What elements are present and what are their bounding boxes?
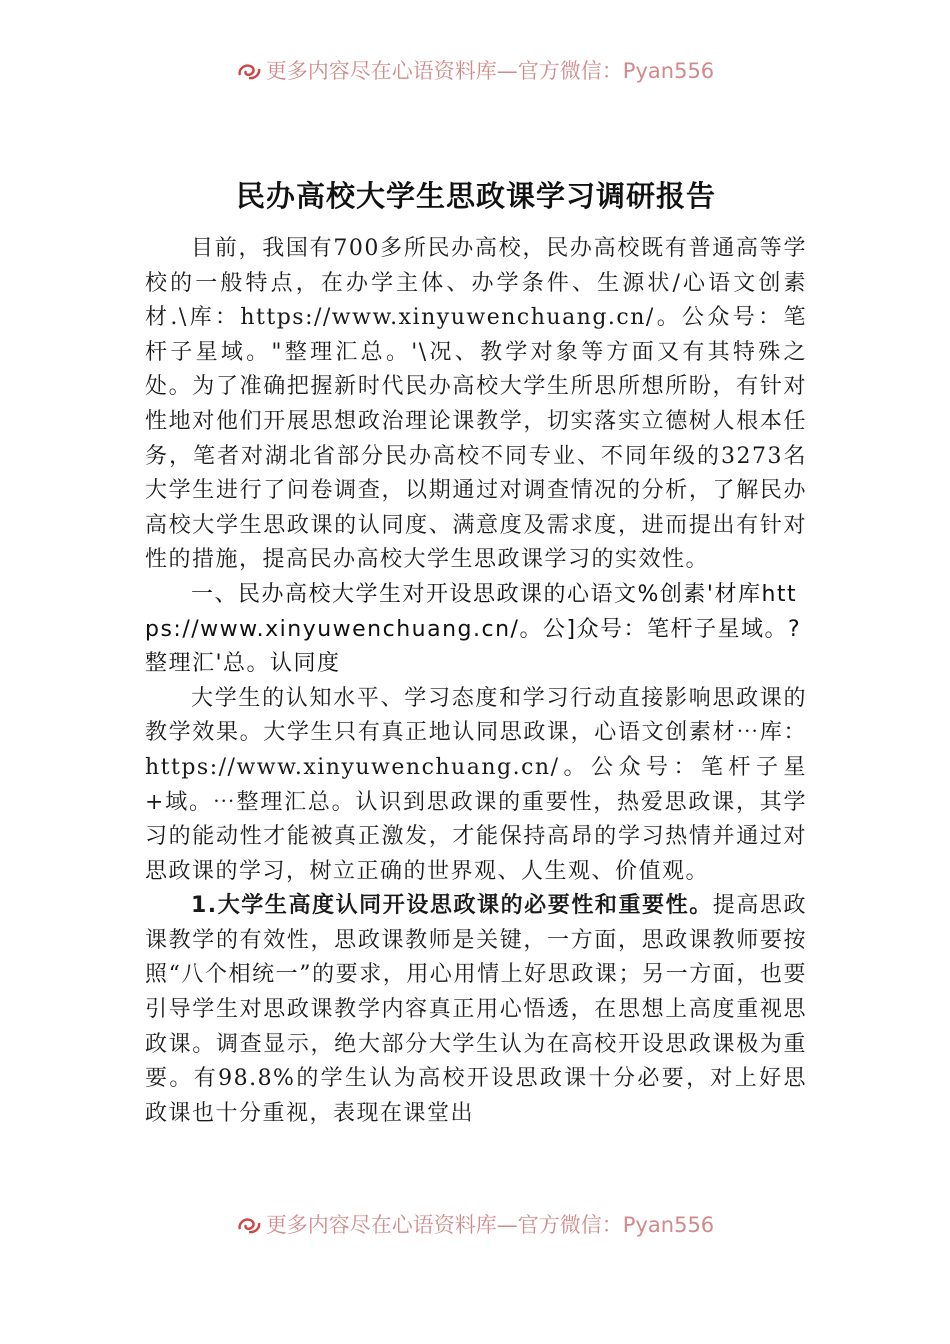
watermark-text: 更多内容尽在心语资料库—官方微信：Pyan556 — [265, 1213, 715, 1237]
intro-paragraph: 目前，我国有700多所民办高校，民办高校既有普通高等学校的一般特点，在办学主体、办学条件、生源状/心语文创素材.\库：https://www.xinyuwenchuang.cn/。公众号：笔杆子星域。"整理汇总。'\况、教学对象等方面又有其特殊之处。为了准确把握新时代民办高校大学生所思所想所盼，有针对性地对他们开展思想政治理论课教学，切实落实立德树人根本任务，笔者对湖北省部分民办高校不同专业、不同年级的3273名大学生进行了问卷调查，以期通过对调查情况的分析，了解民办高校大学生思政课的认同度、满意度及需求度，进而提出有针对性的措施，提高民办高校大学生思政课学习的实效性。 — [145, 236, 807, 573]
document-title: 民办高校大学生思政课学习调研报告 — [235, 179, 716, 213]
document-page — [145, 170, 807, 1215]
point-1-paragraph — [145, 889, 807, 1131]
logo-icon — [236, 1215, 262, 1235]
footer-watermark — [0, 1212, 950, 1238]
header-watermark — [0, 58, 950, 84]
watermark-text: 更多内容尽在心语资料库—官方微信：Pyan556 — [265, 59, 715, 83]
point-1-lead: 1.大学生高度认同开设思政课的必要性和重要性。 — [191, 893, 713, 919]
section-heading-1: 一、民办高校大学生对开设思政课的心语文%创素'材库https://www.xinyuwenchuang.cn/。公]众号：笔杆子星域。?整理汇'总。认同度 — [145, 581, 802, 677]
logo-icon — [236, 61, 262, 81]
section-1-paragraph: 大学生的认知水平、学习态度和学习行动直接影响思政课的教学效果。大学生只有真正地认同思政课，心语文创素材⋯库：https://www.xinyuwenchuang.cn/。公众号：笔杆子星+域。⋯整理汇总。认识到思政课的重要性，热爱思政课，其学习的能动性才能被真正激发，才能保持高昂的学习热情并通过对思政课的学习，树立正确的世界观、人生观、价值观。 — [145, 685, 807, 884]
point-1-body: 提高思政课教学的有效性，思政课教师是关键，一方面，思政课教师要按照“八个相统一”的要求，用心用情上好思政课；另一方面，也要引导学生对思政课教学内容真正用心悟透，在思想上高度重视思政课。调查显示，绝大部分大学生认为在高校开设思政课极为重要。有98.8%的学生认为高校开设思政课十分必要，对上好思政课也十分重视，表现在课堂出 — [145, 893, 807, 1126]
